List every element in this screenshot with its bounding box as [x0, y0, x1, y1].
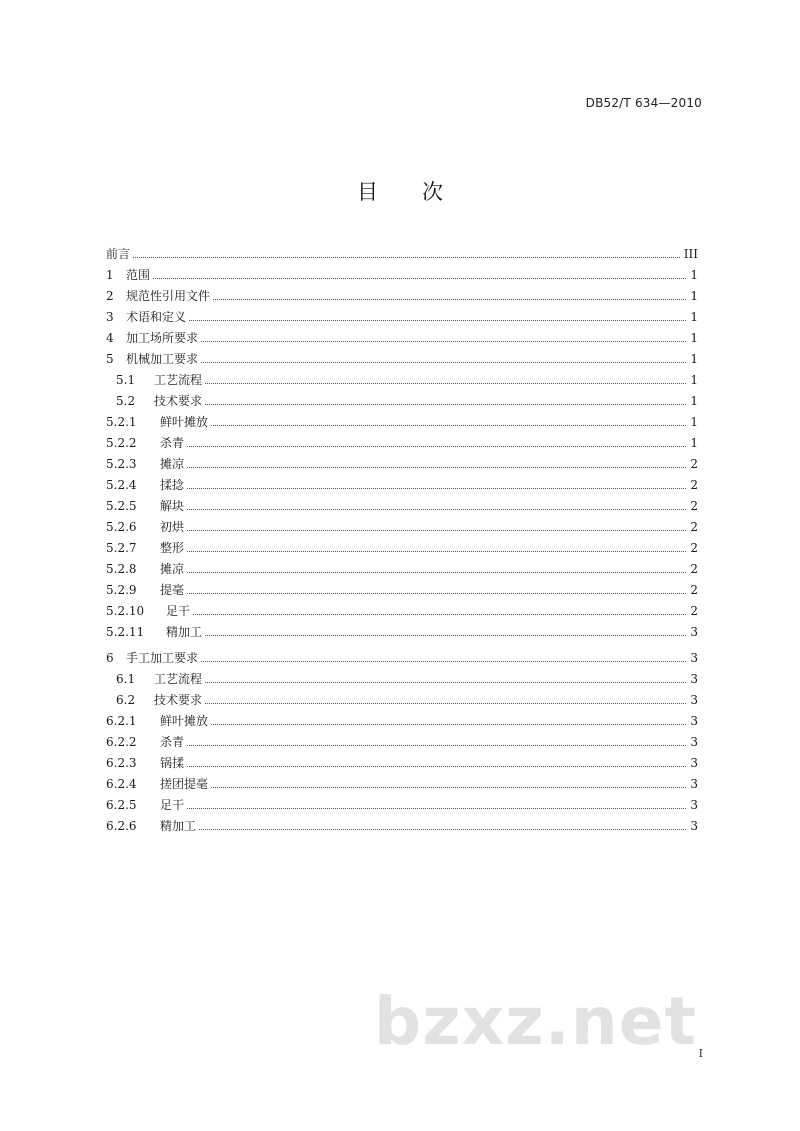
- toc-entry[interactable]: [106, 710, 698, 731]
- toc-entry-page: 2: [690, 603, 698, 618]
- toc-entry-page: 3: [690, 671, 698, 686]
- toc-entry-page: 3: [690, 713, 698, 728]
- toc-entry-page: 3: [690, 734, 698, 749]
- table-of-contents: [106, 243, 698, 836]
- toc-entry[interactable]: [106, 600, 698, 621]
- toc-entry-title: 前言: [106, 246, 131, 261]
- toc-entry-page: 1: [690, 288, 698, 303]
- toc-entry-number: 5.1: [116, 372, 136, 387]
- toc-entry-page: 1: [690, 435, 698, 450]
- toc-entry-page: 3: [690, 818, 698, 833]
- toc-entry[interactable]: [106, 474, 698, 495]
- toc-entry-title: 手工加工要求: [126, 650, 199, 665]
- toc-entry-page: 1: [690, 309, 698, 324]
- toc-entry[interactable]: [106, 773, 698, 794]
- toc-entry-page: 2: [690, 456, 698, 471]
- toc-entry-page: 2: [690, 477, 698, 492]
- toc-entry-title: 解块: [160, 498, 185, 513]
- toc-title: [0, 176, 800, 206]
- toc-entry[interactable]: [106, 432, 698, 453]
- toc-entry-number: 6.2.5: [106, 797, 137, 812]
- toc-leader-dots: [187, 487, 686, 489]
- toc-entry-number: 3: [106, 309, 114, 324]
- toc-entry-page: 3: [690, 650, 698, 665]
- toc-entry[interactable]: [106, 390, 698, 411]
- toc-entry-title: 搓团提毫: [160, 776, 209, 791]
- toc-title-char: 次: [422, 180, 443, 204]
- toc-leader-dots: [205, 634, 686, 636]
- toc-entry-number: 6: [106, 650, 114, 665]
- toc-leader-dots: [133, 256, 680, 258]
- toc-entry-page: 1: [690, 351, 698, 366]
- toc-entry-number: 5.2: [116, 393, 136, 408]
- toc-entry-title: 揉捻: [160, 477, 185, 492]
- toc-entry[interactable]: [106, 689, 698, 710]
- toc-entry-title: 技术要求: [154, 692, 203, 707]
- toc-leader-dots: [199, 828, 686, 830]
- toc-leader-dots: [205, 681, 686, 683]
- toc-entry-number: 5.2.7: [106, 540, 137, 555]
- toc-entry-title: 精加工: [160, 818, 197, 833]
- toc-entry[interactable]: [106, 327, 698, 348]
- toc-entry[interactable]: [106, 411, 698, 432]
- toc-leader-dots: [189, 319, 686, 321]
- toc-leader-dots: [187, 550, 686, 552]
- toc-entry-title: 鲜叶摊放: [160, 713, 209, 728]
- toc-entry[interactable]: [106, 621, 698, 642]
- toc-entry-number: 6.1: [116, 671, 136, 686]
- toc-entry-title: 加工场所要求: [126, 330, 199, 345]
- toc-entry[interactable]: [106, 264, 698, 285]
- page-number: I: [698, 1047, 703, 1060]
- toc-entry[interactable]: [106, 369, 698, 390]
- toc-entry-number: 6.2.1: [106, 713, 137, 728]
- toc-entry-page: 3: [690, 692, 698, 707]
- toc-entry[interactable]: [106, 794, 698, 815]
- toc-entry-number: 1: [106, 267, 114, 282]
- toc-leader-dots: [211, 786, 686, 788]
- toc-leader-dots: [211, 424, 686, 426]
- toc-entry-title: 范围: [126, 267, 151, 282]
- toc-leader-dots: [187, 744, 686, 746]
- toc-leader-dots: [153, 277, 686, 279]
- standard-code: DB52/T 634—2010: [585, 96, 702, 110]
- toc-leader-dots: [187, 508, 686, 510]
- toc-entry-page: 2: [690, 498, 698, 513]
- toc-entry-page: 2: [690, 582, 698, 597]
- toc-leader-dots: [187, 765, 686, 767]
- toc-entry-title: 术语和定义: [126, 309, 187, 324]
- toc-entry-number: 5.2.5: [106, 498, 137, 513]
- toc-entry-title: 工艺流程: [154, 671, 203, 686]
- toc-entry[interactable]: [106, 537, 698, 558]
- toc-entry[interactable]: [106, 731, 698, 752]
- toc-leader-dots: [187, 529, 686, 531]
- toc-entry-number: 6.2.6: [106, 818, 137, 833]
- toc-leader-dots: [187, 445, 686, 447]
- toc-entry-title: 整形: [160, 540, 185, 555]
- toc-leader-dots: [187, 807, 686, 809]
- toc-entry-number: 6.2.3: [106, 755, 137, 770]
- toc-entry-number: 5: [106, 351, 114, 366]
- toc-entry[interactable]: [106, 558, 698, 579]
- toc-leader-dots: [187, 571, 686, 573]
- toc-leader-dots: [187, 592, 686, 594]
- toc-entry-title: 足干: [160, 797, 185, 812]
- toc-entry[interactable]: [106, 752, 698, 773]
- toc-leader-dots: [187, 466, 686, 468]
- toc-entry-title: 杀青: [160, 734, 185, 749]
- toc-entry[interactable]: [106, 453, 698, 474]
- toc-entry[interactable]: [106, 285, 698, 306]
- toc-entry-number: 4: [106, 330, 114, 345]
- toc-entry-page: 3: [690, 797, 698, 812]
- toc-entry-page: 1: [690, 372, 698, 387]
- toc-leader-dots: [205, 702, 686, 704]
- toc-entry[interactable]: [106, 579, 698, 600]
- toc-entry-page: 3: [690, 624, 698, 639]
- toc-entry-title: 提毫: [160, 582, 185, 597]
- toc-entry-title: 足干: [166, 603, 191, 618]
- toc-leader-dots: [201, 660, 686, 662]
- toc-entry-page: 2: [690, 540, 698, 555]
- toc-title-char: 目: [357, 180, 378, 204]
- toc-leader-dots: [201, 361, 686, 363]
- toc-entry-page: 3: [690, 755, 698, 770]
- toc-entry-title: 摊凉: [160, 561, 185, 576]
- toc-entry[interactable]: [106, 668, 698, 689]
- toc-entry[interactable]: [106, 815, 698, 836]
- toc-entry-number: 5.2.1: [106, 414, 137, 429]
- toc-entry-title: 规范性引用文件: [126, 288, 211, 303]
- toc-entry[interactable]: [106, 647, 698, 668]
- toc-entry-number: 5.2.6: [106, 519, 137, 534]
- toc-entry-title: 锅揉: [160, 755, 185, 770]
- toc-entry-page: 1: [690, 393, 698, 408]
- toc-leader-dots: [213, 298, 686, 300]
- toc-entry-title: 初烘: [160, 519, 185, 534]
- toc-entry-title: 机械加工要求: [126, 351, 199, 366]
- toc-entry-title: 杀青: [160, 435, 185, 450]
- toc-entry-number: 5.2.8: [106, 561, 137, 576]
- toc-entry-page: 1: [690, 414, 698, 429]
- toc-entry-page: 1: [690, 267, 698, 282]
- toc-entry-page: 1: [690, 330, 698, 345]
- toc-leader-dots: [201, 340, 686, 342]
- toc-entry[interactable]: [106, 348, 698, 369]
- toc-entry-title: 摊凉: [160, 456, 185, 471]
- toc-entry[interactable]: [106, 243, 698, 264]
- toc-entry-number: 2: [106, 288, 114, 303]
- toc-entry-title: 工艺流程: [154, 372, 203, 387]
- toc-entry-page: 2: [690, 519, 698, 534]
- watermark: bzxz.net: [374, 983, 698, 1060]
- toc-entry-number: 5.2.9: [106, 582, 137, 597]
- toc-entry-title: 精加工: [166, 624, 203, 639]
- toc-entry-page: 2: [690, 561, 698, 576]
- toc-leader-dots: [211, 723, 686, 725]
- toc-entry-title: 技术要求: [154, 393, 203, 408]
- toc-entry-number: 6.2.2: [106, 734, 137, 749]
- toc-entry-number: 5.2.3: [106, 456, 137, 471]
- toc-entry-number: 5.2.10: [106, 603, 145, 618]
- toc-leader-dots: [193, 613, 686, 615]
- toc-entry-page: III: [683, 246, 698, 261]
- toc-entry[interactable]: [106, 516, 698, 537]
- toc-entry[interactable]: [106, 306, 698, 327]
- toc-entry-number: 6.2: [116, 692, 136, 707]
- toc-entry[interactable]: [106, 495, 698, 516]
- toc-entry-number: 6.2.4: [106, 776, 137, 791]
- toc-entry-number: 5.2.11: [106, 624, 145, 639]
- toc-leader-dots: [205, 403, 686, 405]
- toc-entry-title: 鲜叶摊放: [160, 414, 209, 429]
- toc-entry-number: 5.2.4: [106, 477, 137, 492]
- toc-leader-dots: [205, 382, 686, 384]
- toc-entry-page: 3: [690, 776, 698, 791]
- toc-entry-number: 5.2.2: [106, 435, 137, 450]
